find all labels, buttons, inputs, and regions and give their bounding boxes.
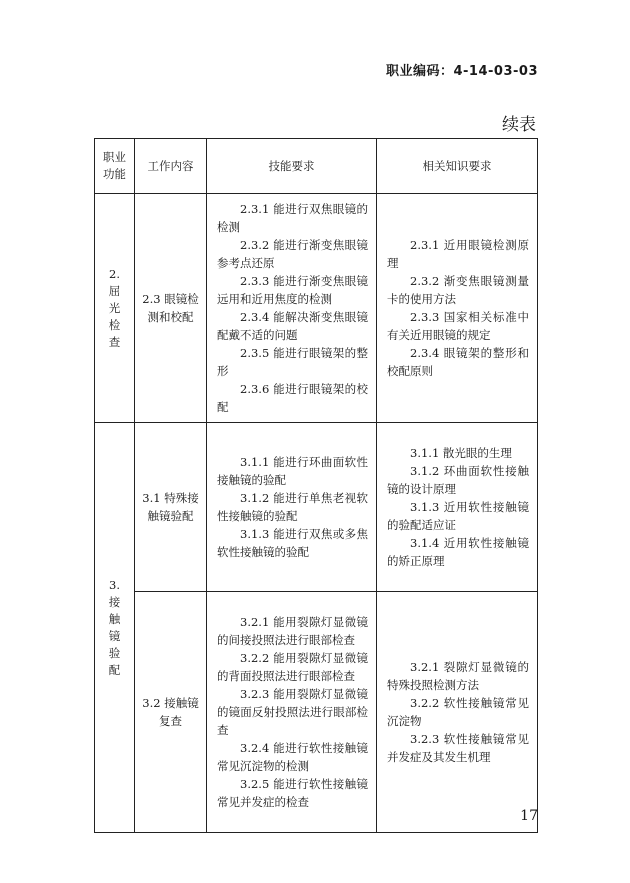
knowledge-item: 2.3.1 近用眼镜检测原理 [387,238,529,270]
header-knowledge: 相关知识要求 [377,139,538,194]
work-cell: 3.1 特殊接触镜验配 [135,423,207,592]
skill-item: 2.3.6 能进行眼镜架的校配 [217,382,368,414]
knowledge-item: 2.3.4 眼镜架的整形和校配原则 [387,346,529,378]
page-number: 17 [520,808,538,824]
skill-item: 2.3.1 能进行双焦眼镜的检测 [217,202,368,234]
table-header-row [95,139,538,194]
skill-item: 2.3.3 能进行渐变焦眼镜远用和近用焦度的检测 [217,274,368,306]
knowledge-cell [377,592,538,833]
knowledge-cell [377,194,538,423]
skill-item: 3.1.2 能进行单焦老视软性接触镜的验配 [217,491,368,523]
knowledge-item: 3.2.1 裂隙灯显微镜的特殊投照检测方法 [387,660,529,692]
knowledge-item: 3.1.2 环曲面软性接触镜的设计原理 [387,464,529,496]
skills-table [94,138,538,833]
skills-cell [207,194,377,423]
knowledge-item: 2.3.2 渐变焦眼镜测量卡的使用方法 [387,274,529,306]
knowledge-item: 3.2.2 软性接触镜常见沉淀物 [387,696,529,728]
skill-item: 2.3.2 能进行渐变焦眼镜参考点还原 [217,238,368,270]
knowledge-item: 2.3.3 国家相关标准中有关近用眼镜的规定 [387,310,529,342]
skill-item: 2.3.4 能解决渐变焦眼镜配戴不适的问题 [217,310,368,342]
skill-item: 3.2.3 能用裂隙灯显微镜的镜面反射投照法进行眼部检查 [217,687,368,737]
work-cell: 3.2 接触镜复查 [135,592,207,833]
table-row [95,194,538,423]
function-cell: 3. 接触镜验配 [95,423,135,833]
skill-item: 3.1.1 能进行环曲面软性接触镜的验配 [217,455,368,487]
header-function: 职业功能 [95,139,135,194]
skill-item: 3.2.2 能用裂隙灯显微镜的背面投照法进行眼部检查 [217,651,368,683]
skill-item: 2.3.5 能进行眼镜架的整形 [217,346,368,378]
table-row [95,592,538,833]
skill-item: 3.2.5 能进行软性接触镜常见并发症的检查 [217,777,368,809]
skill-item: 3.1.3 能进行双焦或多焦软性接触镜的验配 [217,527,368,559]
function-cell: 2. 屈光检查 [95,194,135,423]
knowledge-item: 3.1.4 近用软性接触镜的矫正原理 [387,536,529,568]
skills-cell [207,592,377,833]
occupation-code: 职业编码：4-14-03-03 [385,64,538,79]
header-skills: 技能要求 [207,139,377,194]
work-cell: 2.3 眼镜检测和校配 [135,194,207,423]
knowledge-cell [377,423,538,592]
knowledge-item: 3.1.1 散光眼的生理 [410,446,512,460]
continued-label: 续表 [502,115,536,135]
knowledge-item: 3.1.3 近用软性接触镜的验配适应证 [387,500,529,532]
skill-item: 3.2.1 能用裂隙灯显微镜的间接投照法进行眼部检查 [217,615,368,647]
header-work: 工作内容 [135,139,207,194]
knowledge-item: 3.2.3 软性接触镜常见并发症及其发生机理 [387,732,529,764]
skills-cell [207,423,377,592]
skill-item: 3.2.4 能进行软性接触镜常见沉淀物的检测 [217,741,368,773]
table-row [95,423,538,592]
